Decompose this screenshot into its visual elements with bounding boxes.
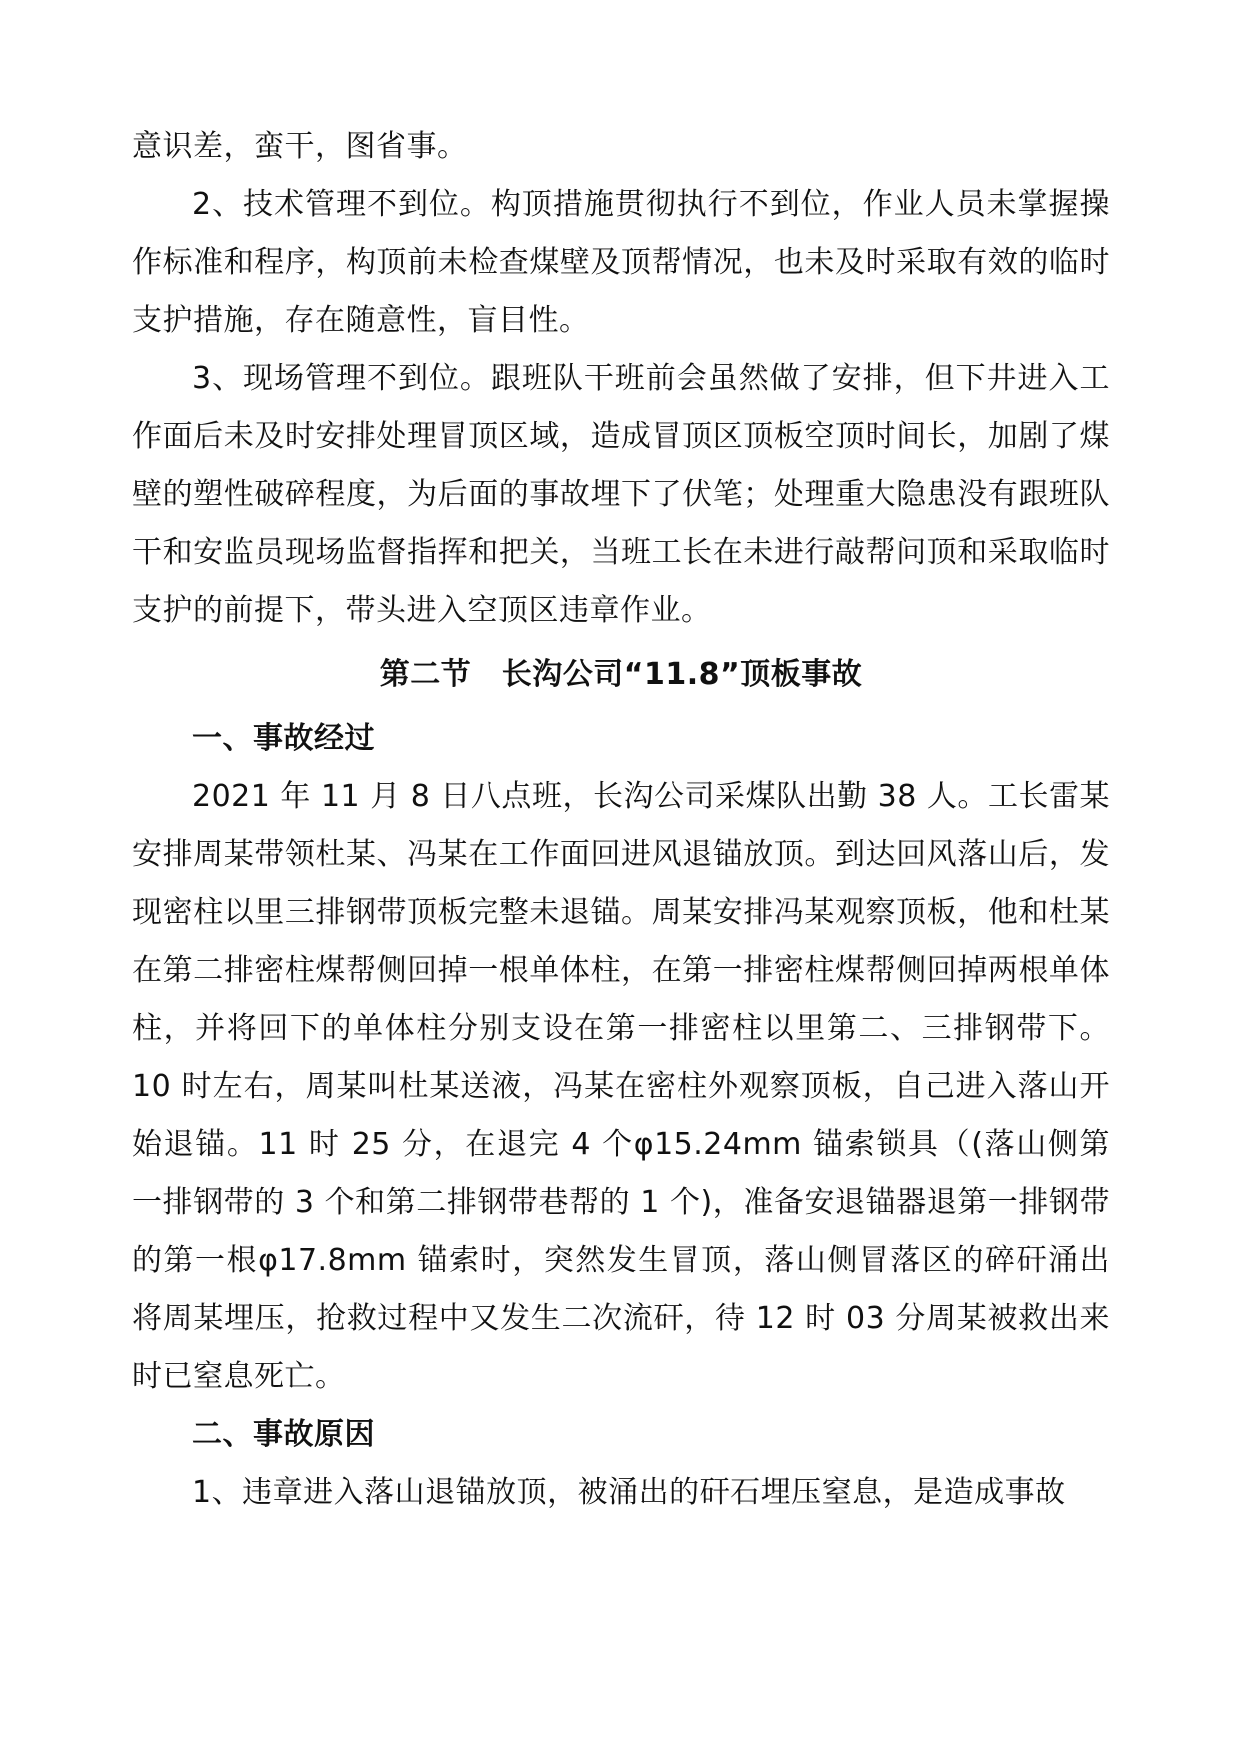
paragraph-accident-process: 2021 年 11 月 8 日八点班，长沟公司采煤队出勤 38 人。工长雷某安排周某带领杜某、冯某在工作面回进风退锚放顶。到达回风落山后，发现密柱以里三排钢带顶板完整未退锚。周某安排冯某观察顶板，他和杜某在第二排密柱煤帮侧回掉一根单体柱，在第一排密柱煤帮侧回掉两根单体柱，并将回下的单体柱分别支设在第一排密柱以里第二、三排钢带下。10 时左右，周某叫杜某送液，冯某在密柱外观察顶板，自己进入落山开始退锚。11 时 25 分，在退完 4 个φ15.24mm 锚索锁具（(落山侧第一排钢带的 3 个和第二排钢带巷帮的 1 个)，准备安退锚器退第一排钢带的第一根φ17.8mm 锚索时，突然发生冒顶，落山侧冒落区的碎矸涌出将周某埋压，抢救过程中又发生二次流矸，待 12 时 03 分周某被救出来时已窒息死亡。 xyxy=(132,779,1110,1394)
section-title: 第二节 长沟公司“11.8”顶板事故 xyxy=(379,657,863,692)
heading-accident-cause: 二、事故原因 xyxy=(192,1417,375,1452)
paragraph-technical-management: 2、技术管理不到位。构顶措施贯彻执行不到位，作业人员未掌握操作标准和程序，构顶前未检查煤壁及顶帮情况，也未及时采取有效的临时支护措施，存在随意性，盲目性。 xyxy=(132,187,1110,338)
paragraph-site-management: 3、现场管理不到位。跟班队干班前会虽然做了安排，但下井进入工作面后未及时安排处理冒顶区域，造成冒顶区顶板空顶时间长，加剧了煤壁的塑性破碎程度，为后面的事故埋下了伏笔；处理重大隐患没有跟班队干和安监员现场监督指挥和把关，当班工长在未进行敲帮问顶和采取临时支护的前提下，带头进入空顶区违章作业。 xyxy=(132,361,1110,628)
paragraph-accident-cause: 1、违章进入落山退锚放顶，被涌出的矸石埋压窒息，是造成事故 xyxy=(192,1475,1066,1510)
paragraph-continuation: 意识差，蛮干，图省事。 xyxy=(132,129,468,164)
document-page xyxy=(132,118,1110,1522)
heading-accident-process: 一、事故经过 xyxy=(192,721,375,756)
